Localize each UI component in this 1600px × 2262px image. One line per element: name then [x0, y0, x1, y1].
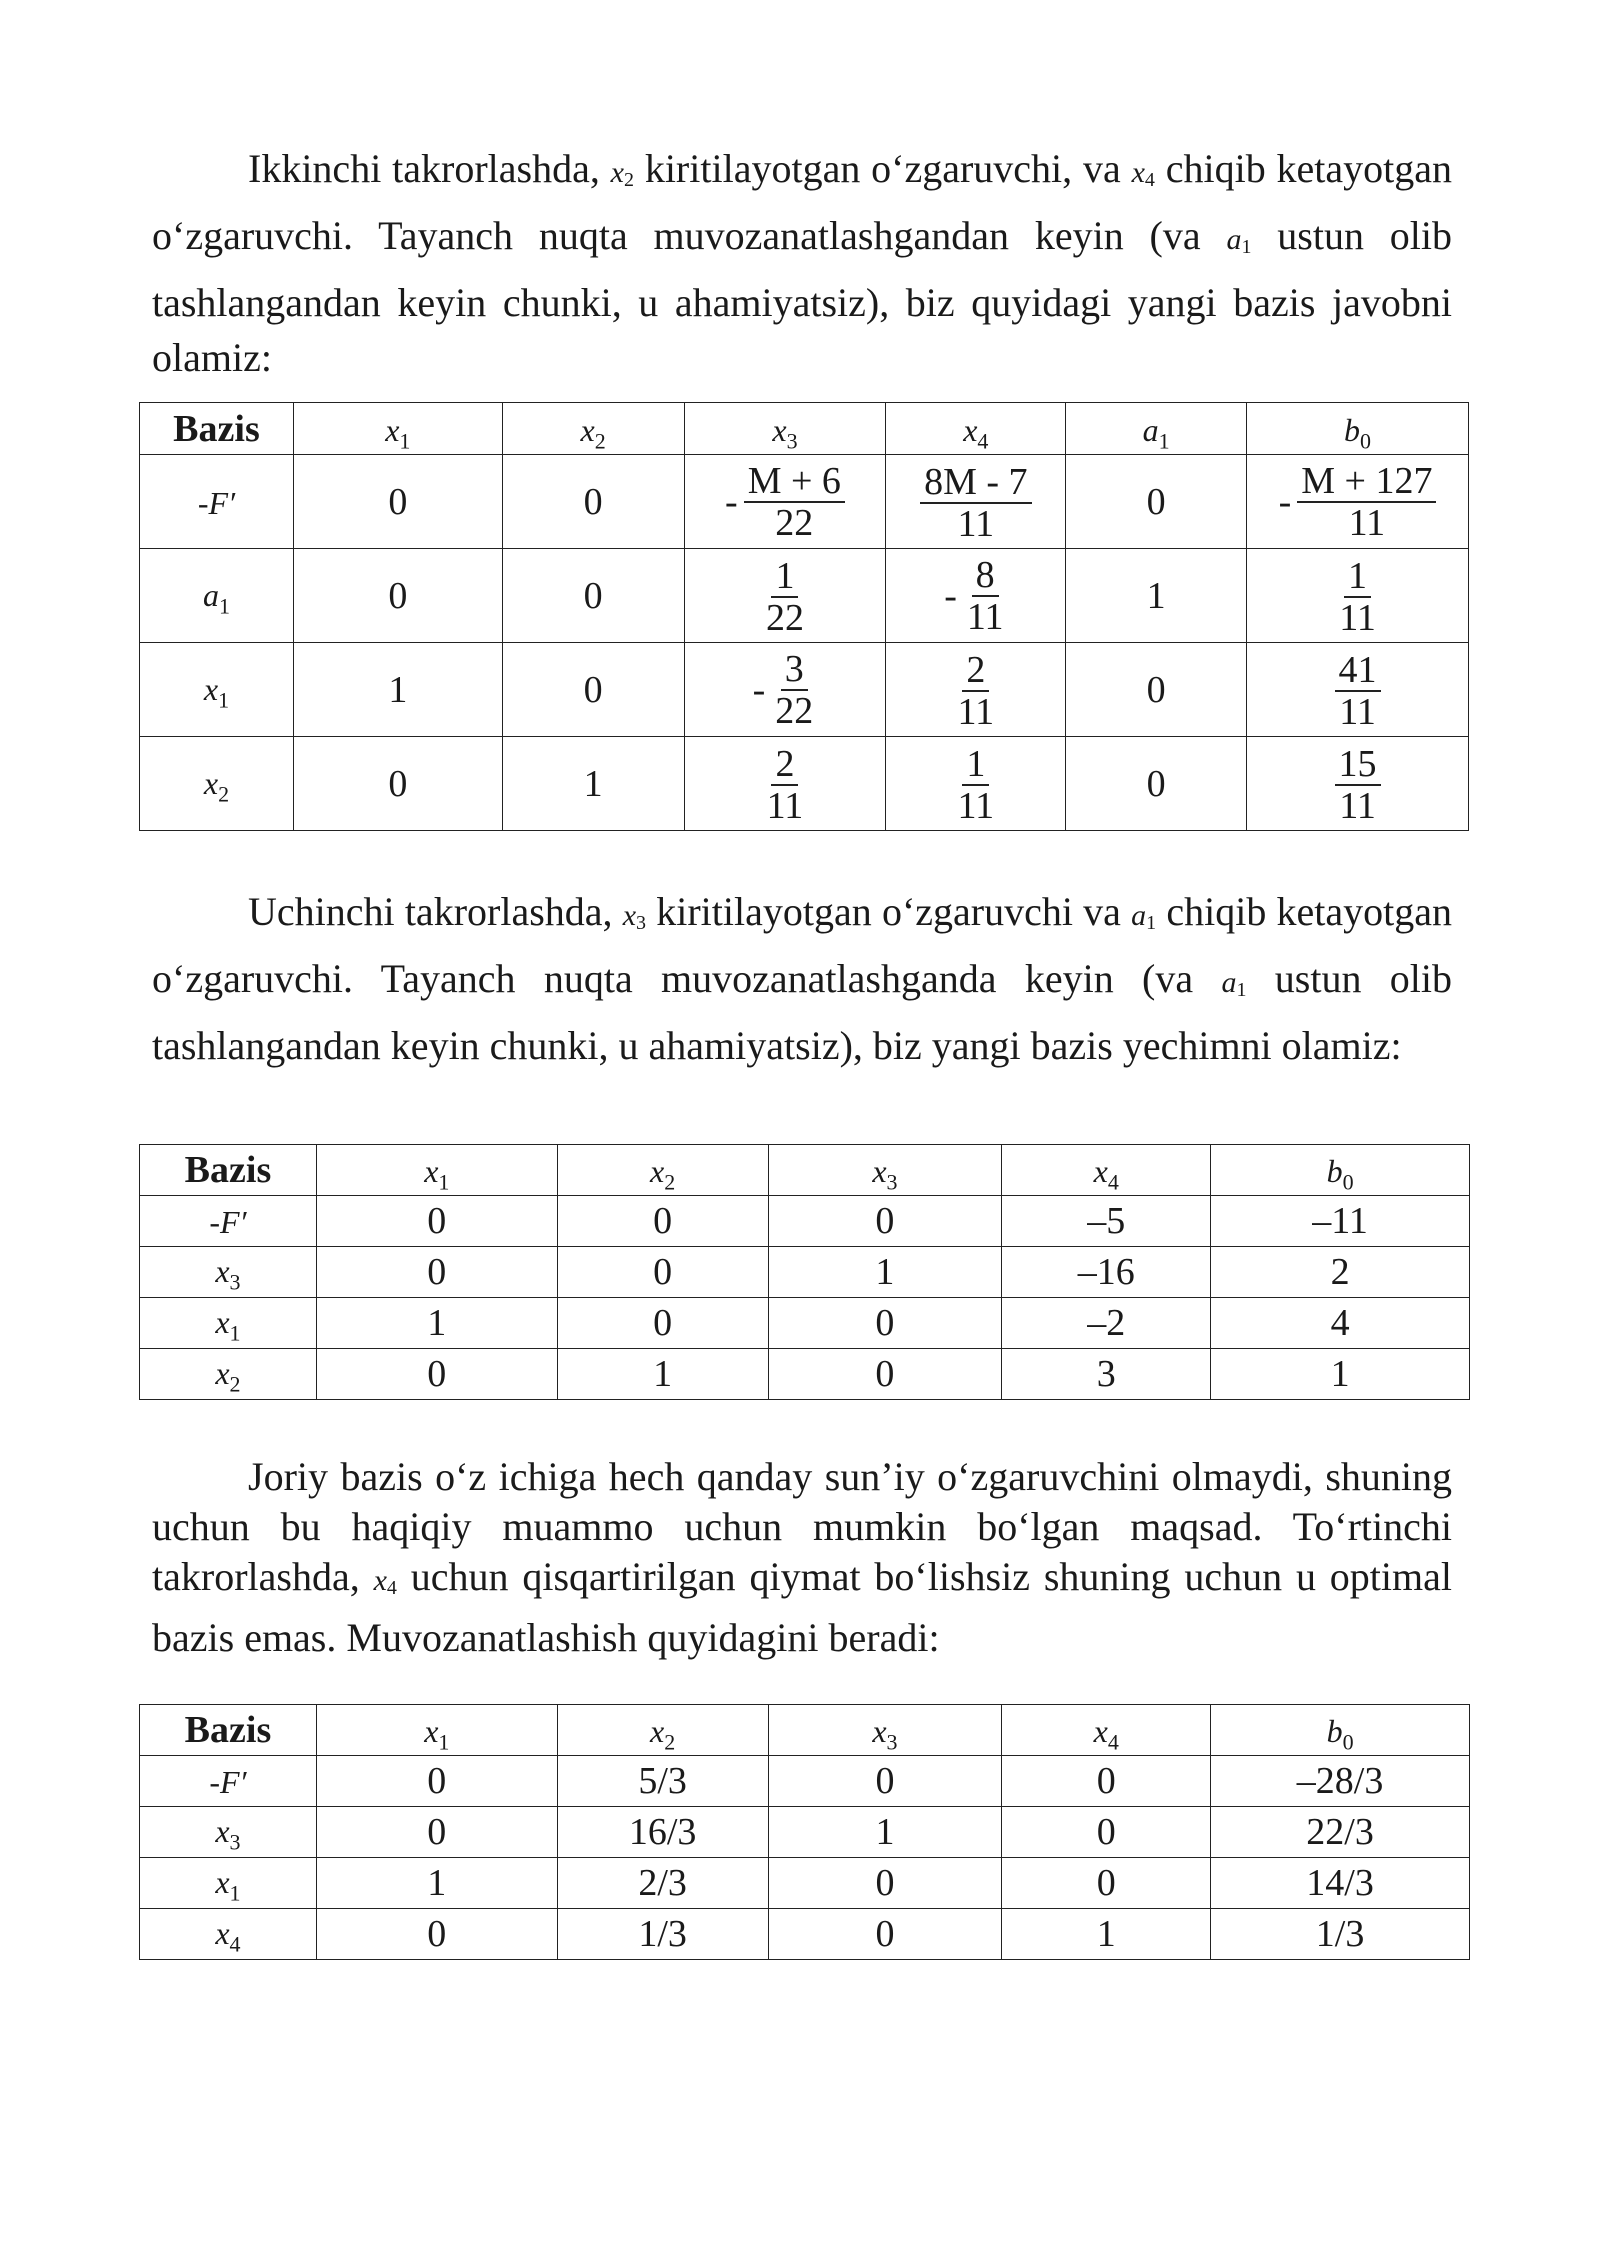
fraction-denominator: 11 [957, 690, 995, 733]
table-cell: 2/3 [557, 1858, 768, 1909]
fraction-denominator: 11 [1339, 596, 1376, 639]
table-cell: 0 [768, 1756, 1002, 1807]
column-variable: $x_2$ [580, 411, 606, 453]
row-label-cell [140, 1247, 317, 1298]
table-cell: 0 [1002, 1807, 1211, 1858]
table-row [140, 1349, 1470, 1400]
column-header [1066, 403, 1247, 455]
fraction-denominator: 11 [1339, 690, 1376, 733]
table-cell [293, 455, 502, 549]
fraction-numerator: 2 [962, 650, 989, 692]
table-cell [502, 643, 684, 737]
table-cell: 0 [557, 1298, 768, 1349]
row-label: $x_2$ [203, 764, 230, 807]
column-variable: $x_1$ [424, 1712, 450, 1754]
table-cell: 1 [1002, 1909, 1211, 1960]
table-row [140, 1196, 1470, 1247]
column-variable: $x_2$ [650, 1152, 676, 1194]
table-cell: 1 [316, 1858, 557, 1909]
fraction-numerator: 15 [1335, 744, 1381, 786]
table-cell: –2 [1002, 1298, 1211, 1349]
row-label: -F′ [209, 1204, 247, 1240]
fraction-denominator: 11 [1339, 784, 1376, 827]
row-label: $x_3$ [215, 1813, 241, 1855]
table-cell [684, 549, 886, 643]
table-cell: 1/3 [1211, 1909, 1470, 1960]
table-cell [886, 643, 1066, 737]
table-row [140, 1909, 1470, 1960]
column-variable: $x_1$ [385, 411, 411, 453]
table-cell: 0 [316, 1807, 557, 1858]
row-label-cell [140, 737, 294, 831]
table-cell [886, 455, 1066, 549]
variable-a1: $a_1$ [1226, 223, 1252, 258]
variable-a1: $a_1$ [1131, 899, 1157, 934]
row-label-cell [140, 643, 294, 737]
table-cell: 5/3 [557, 1756, 768, 1807]
table-cell [293, 549, 502, 643]
header-row [140, 1145, 1470, 1196]
fraction-numerator: M + 6 [744, 461, 845, 503]
table-cell [684, 737, 886, 831]
column-header [1211, 1145, 1470, 1196]
table-cell: 1 [768, 1247, 1002, 1298]
row-label: -F′ [209, 1764, 247, 1800]
column-variable: $x_1$ [424, 1152, 450, 1194]
simplex-table-iteration-2 [139, 402, 1469, 831]
table-row [140, 643, 1469, 737]
variable-x2: $x_2$ [610, 156, 634, 191]
bazis-header: Bazis [140, 403, 294, 455]
table-cell: 1 [768, 1807, 1002, 1858]
column-header [316, 1705, 557, 1756]
table-cell [1247, 455, 1469, 549]
table-cell [1247, 737, 1469, 831]
fraction-numerator: 3 [781, 649, 808, 691]
row-label: $x_4$ [215, 1915, 241, 1957]
table-cell: 4 [1211, 1298, 1470, 1349]
cell-value: 0 [1146, 762, 1166, 805]
table-cell [684, 455, 886, 549]
table-cell [886, 737, 1066, 831]
column-variable: $x_4$ [1093, 1152, 1119, 1194]
cell-value: 0 [1146, 480, 1166, 523]
column-variable: $x_3$ [872, 1712, 898, 1754]
variable-x4: $x_4$ [1131, 156, 1155, 191]
fraction [944, 555, 1007, 637]
table-cell: 1 [557, 1349, 768, 1400]
cell-value: 0 [388, 762, 408, 805]
row-label: $a_1$ [202, 576, 230, 619]
table-row [140, 1756, 1470, 1807]
fraction [1335, 650, 1381, 732]
fraction [920, 462, 1031, 544]
column-header [293, 403, 502, 455]
variable-x3: $x_3$ [622, 899, 647, 934]
cell-value: 0 [388, 574, 408, 617]
table-cell [502, 549, 684, 643]
table-row [140, 1807, 1470, 1858]
fraction-denominator: 11 [957, 502, 995, 545]
row-label-cell [140, 1909, 317, 1960]
table-row [140, 737, 1469, 831]
table-row [140, 549, 1469, 643]
table-cell: 0 [768, 1196, 1002, 1247]
table-row [140, 1858, 1470, 1909]
column-variable: $a_1$ [1142, 411, 1170, 453]
fraction-sign: - [1278, 480, 1292, 523]
table-cell: 2 [1211, 1247, 1470, 1298]
variable-x4: $x_4$ [373, 1564, 397, 1599]
column-header [502, 403, 684, 455]
column-header [1002, 1145, 1211, 1196]
paragraph-fourth-iteration: Joriy bazis o‘z ichiga hech qanday sun’iy o‘zgaruvchini olmaydi, shuning uchun bu haqiqiy muammo uchun mumkin bo‘lgan maqsad. To‘rtinchi takrorlashda, $x_4$ uchun qisqartirilgan qiymat bo‘lishsiz shuning uchun u optimal bazis emas. Muvozanatlashish quyidagini beradi: [152, 1454, 1453, 1660]
table-cell: 0 [316, 1909, 557, 1960]
table-cell: 0 [316, 1247, 557, 1298]
fraction-numerator: M + 127 [1297, 461, 1436, 503]
row-label: -F′ [197, 484, 236, 521]
table-cell: 1/3 [557, 1909, 768, 1960]
fraction [1335, 744, 1381, 826]
table-cell [886, 549, 1066, 643]
column-header [557, 1145, 768, 1196]
table-cell: 0 [316, 1349, 557, 1400]
column-header [316, 1145, 557, 1196]
table-cell: 0 [316, 1756, 557, 1807]
column-header [557, 1705, 768, 1756]
column-variable: $x_4$ [1093, 1712, 1119, 1754]
column-header [1002, 1705, 1211, 1756]
table-cell [1247, 643, 1469, 737]
fraction-numerator: 8 [972, 555, 999, 597]
fraction-numerator: 1 [771, 556, 798, 598]
table-cell [1066, 643, 1247, 737]
cell-value: 1 [583, 762, 603, 805]
table-cell [1066, 737, 1247, 831]
table-cell [1066, 549, 1247, 643]
table-cell [293, 737, 502, 831]
table-cell [1247, 549, 1469, 643]
column-header [768, 1145, 1002, 1196]
table-cell: 0 [768, 1349, 1002, 1400]
fraction-denominator: 22 [775, 689, 814, 732]
fraction-numerator: 1 [962, 744, 989, 786]
table-cell: –11 [1211, 1196, 1470, 1247]
column-header [1247, 403, 1469, 455]
fraction-sign: - [725, 480, 738, 523]
cell-value: 0 [583, 480, 603, 523]
fraction [954, 744, 999, 826]
column-header [684, 403, 886, 455]
fraction-denominator: 11 [957, 784, 995, 827]
row-label-cell [140, 1756, 317, 1807]
fraction-denominator: 11 [766, 784, 804, 827]
simplex-table-iteration-4 [139, 1704, 1470, 1960]
fraction-denominator: 11 [1348, 501, 1386, 544]
fraction-numerator: 8M - 7 [920, 462, 1031, 504]
table-cell: 0 [316, 1196, 557, 1247]
column-header [886, 403, 1066, 455]
table-cell: 0 [768, 1909, 1002, 1960]
column-variable: $x_3$ [772, 411, 798, 453]
fraction-denominator: 11 [966, 595, 1004, 638]
table-cell: 14/3 [1211, 1858, 1470, 1909]
row-label-cell [140, 455, 294, 549]
table-cell: 16/3 [557, 1807, 768, 1858]
bazis-header: Bazis [140, 1705, 317, 1756]
fraction-numerator: 1 [1344, 556, 1371, 598]
bazis-header: Bazis [140, 1145, 317, 1196]
cell-value: 0 [388, 480, 408, 523]
table-cell [1066, 455, 1247, 549]
cell-value: 1 [388, 668, 408, 711]
row-label-cell [140, 1807, 317, 1858]
column-variable: $b_0$ [1344, 411, 1372, 453]
fraction-denominator: 22 [775, 501, 814, 544]
fraction [753, 649, 818, 731]
fraction-numerator: 2 [771, 744, 798, 786]
fraction [762, 556, 808, 638]
table-cell [684, 643, 886, 737]
table-row [140, 455, 1469, 549]
table-cell: 1 [1211, 1349, 1470, 1400]
table-cell: 0 [1002, 1858, 1211, 1909]
row-label: $x_1$ [203, 670, 230, 713]
paragraph-second-iteration: Ikkinchi takrorlashda, $x_2$ kiritilayotgan o‘zgaruvchi, va $x_4$ chiqib ketayotgan o‘zgaruvchi. Tayanch nuqta muvozanatlashgandan keyin (va $a_1$ ustun olib tashlangandan keyin chunki, u ahamiyatsiz), biz quyidagi yangi bazis javobni olamiz: [152, 146, 1453, 380]
row-label-cell [140, 1349, 317, 1400]
table-cell: 0 [557, 1247, 768, 1298]
row-label: $x_1$ [215, 1864, 241, 1906]
table-cell: 22/3 [1211, 1807, 1470, 1858]
table-cell: –16 [1002, 1247, 1211, 1298]
fraction [954, 650, 999, 732]
fraction [1335, 556, 1380, 638]
cell-value: 0 [583, 574, 603, 617]
table-cell: 0 [1002, 1756, 1211, 1807]
column-header [1211, 1705, 1470, 1756]
header-row [140, 403, 1469, 455]
row-label-cell [140, 1196, 317, 1247]
column-variable: $b_0$ [1326, 1712, 1354, 1754]
row-label-cell [140, 1298, 317, 1349]
row-label: $x_3$ [215, 1253, 241, 1295]
table-cell: 3 [1002, 1349, 1211, 1400]
fraction [1279, 461, 1437, 543]
header-row [140, 1705, 1470, 1756]
table-cell [502, 455, 684, 549]
table-cell [293, 643, 502, 737]
cell-value: 0 [1146, 668, 1166, 711]
fraction-numerator: 41 [1335, 650, 1381, 692]
row-label-cell [140, 1858, 317, 1909]
column-variable: $b_0$ [1326, 1152, 1354, 1194]
paragraph-third-iteration: Uchinchi takrorlashda, $x_3$ kiritilayotgan o‘zgaruvchi va $a_1$ chiqib ketayotgan o‘zgaruvchi. Tayanch nuqta muvozanatlashganda keyin (va $a_1$ ustun olib tashlangandan keyin chunki, u ahamiyatsiz), biz yangi bazis yechimni olamiz: [152, 889, 1453, 1068]
column-variable: $x_2$ [650, 1712, 676, 1754]
fraction [725, 461, 845, 543]
row-label: $x_2$ [215, 1355, 241, 1397]
table-cell: 0 [557, 1196, 768, 1247]
table-cell [502, 737, 684, 831]
cell-value: 0 [583, 668, 603, 711]
fraction [763, 744, 808, 826]
simplex-table-iteration-3 [139, 1144, 1470, 1400]
row-label: $x_1$ [215, 1304, 241, 1346]
cell-value: 1 [1146, 574, 1166, 617]
fraction-sign: - [944, 574, 957, 617]
column-variable: $x_4$ [963, 411, 989, 453]
column-header [768, 1705, 1002, 1756]
column-variable: $x_3$ [872, 1152, 898, 1194]
fraction-denominator: 22 [765, 596, 804, 639]
table-cell: –28/3 [1211, 1756, 1470, 1807]
table-row [140, 1247, 1470, 1298]
fraction-sign: - [752, 668, 766, 711]
table-cell: 0 [768, 1858, 1002, 1909]
table-cell: 0 [768, 1298, 1002, 1349]
table-row [140, 1298, 1470, 1349]
variable-a1: $a_1$ [1221, 966, 1247, 1001]
row-label-cell [140, 549, 294, 643]
table-cell: 1 [316, 1298, 557, 1349]
table-cell: –5 [1002, 1196, 1211, 1247]
